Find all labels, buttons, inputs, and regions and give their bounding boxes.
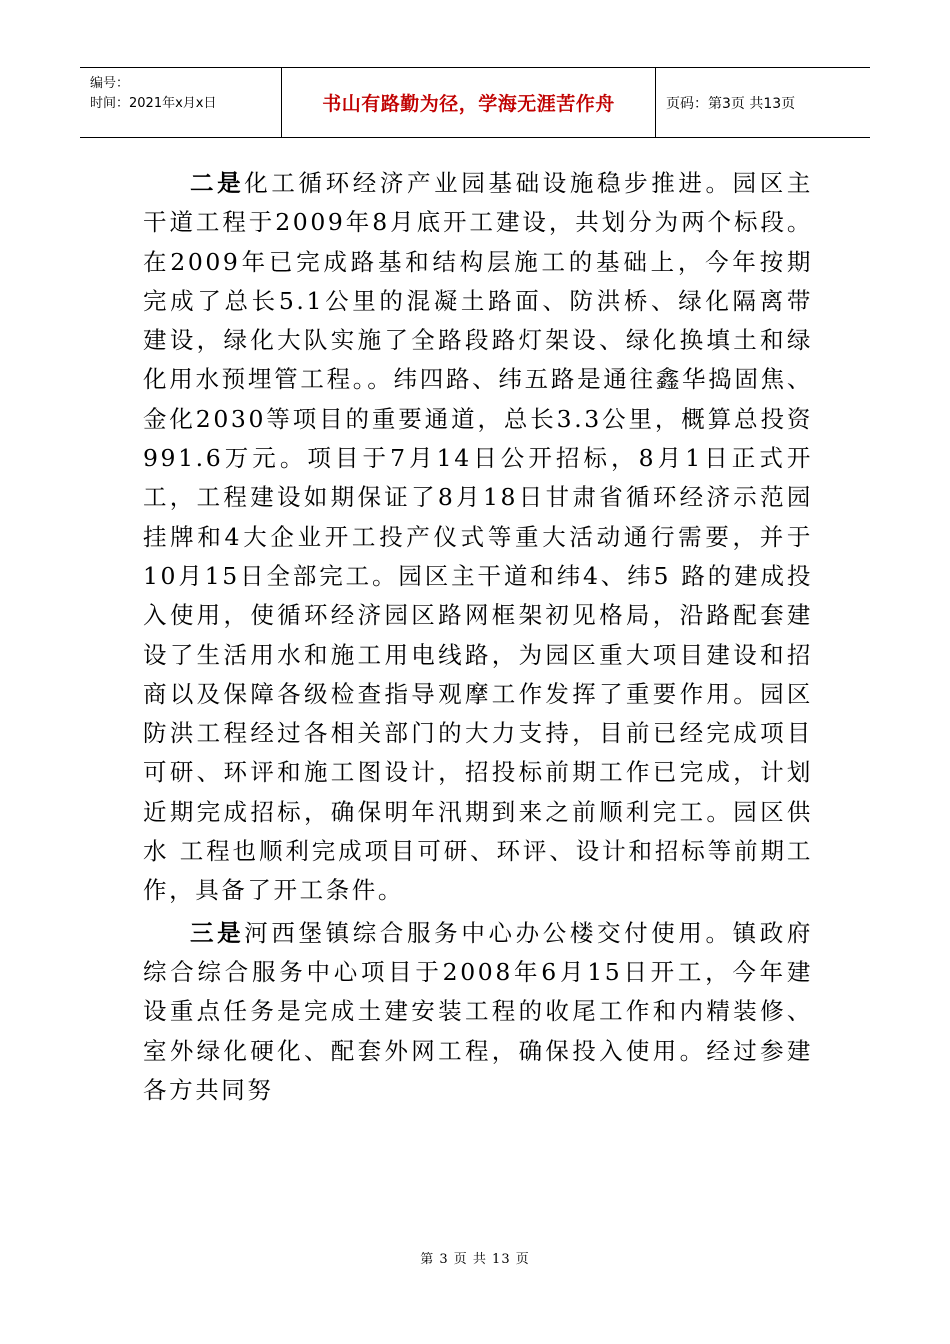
paragraph-lead: 三是 xyxy=(190,918,245,947)
document-number-label: 编号： xyxy=(90,76,130,91)
document-date: 时间：2021年x月x日 xyxy=(90,96,217,111)
paragraph-text: 河西堡镇综合服务中心办公楼交付使用。镇政府综合综合服务中心项目于2008年6月15日开工，今年建设重点任务是完成土建安装工程的收尾工作和内精装修、室外绿化硬化、配套外网工程，确保投入使用。经过参建各方共同努 xyxy=(143,918,813,1104)
header-motto: 书山有路勤为径，学海无涯苦作舟 xyxy=(282,68,656,137)
header-page-info: 页码：第3页 共13页 xyxy=(666,95,796,112)
page-footer: 第 3 页 共 13 页 xyxy=(420,1252,530,1267)
paragraph-text: 化工循环经济产业园基础设施稳步推进。园区主干道工程于2009年8月底开工建设，共划分为两个标段。在2009年已完成路基和结构层施工的基础上，今年按期完成了总长5.1公里的混凝土路面、防洪桥、绿化隔离带建设，绿化大队实施了全路段路灯架设、绿化换填土和绿化用水预埋管工程。。纬四路、纬五路是通往鑫华捣固焦、金化2030等项目的重要通道，总长3.3公里，概算总投资991.6万元。项目于7月14日公开招标，8月1日正式开工，工程建设如期保证了8月18日甘肃省循环经济示范园挂牌和4大企业开工投产仪式等重大活动通行需要，并于10月15日全部完工。园区主干道和纬4、纬5 路的建成投入使用，使循环经济园区路网框架初见格局，沿路配套建设了生活用水和施工用电线路，为园区重大项目建设和招商以及保障各级检查指导观摩工作发挥了重要作用。园区防洪工程经过各相关部门的大力支持，目前已经完成项目可研、环评和施工图设计，招投标前期工作已完成，计划近期完成招标，确保明年汛期到来之前顺利完工。园区供水 工程也顺利完成项目可研、环评、设计和招标等前期工作，具备了开工条件。 xyxy=(143,169,813,905)
paragraph-second-point xyxy=(143,164,813,911)
paragraph-third-point xyxy=(143,914,813,1110)
page-header xyxy=(80,67,870,138)
document-body xyxy=(143,164,813,1110)
paragraph-lead: 二是 xyxy=(190,169,245,197)
header-meta xyxy=(80,68,282,137)
